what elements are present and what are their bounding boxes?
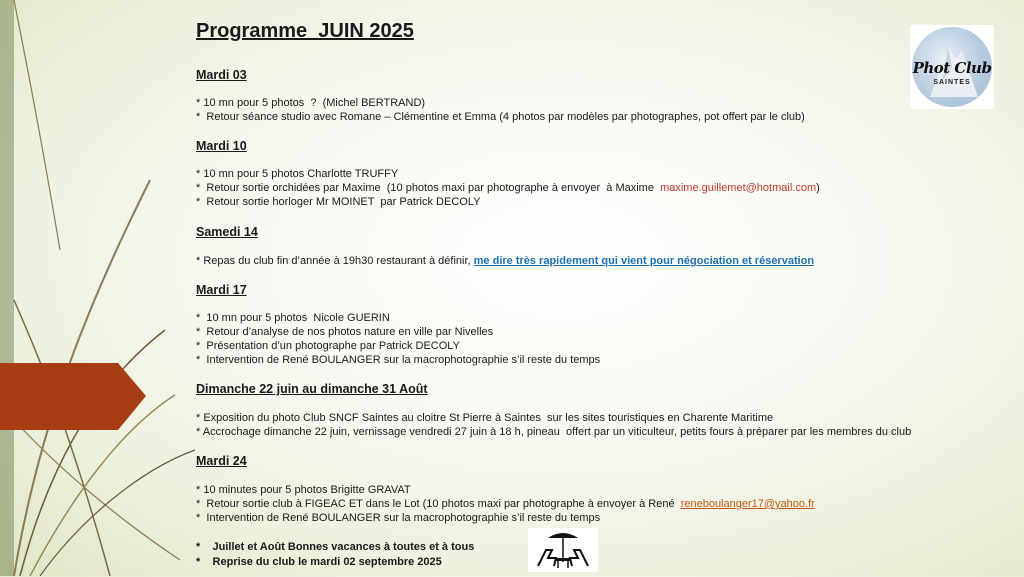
list-item: * 10 mn pour 5 photos Charlotte TRUFFY bbox=[196, 168, 399, 180]
section-heading: Samedi 14 bbox=[196, 225, 258, 239]
section-heading: Mardi 24 bbox=[196, 454, 247, 468]
list-item-text: * Retour sortie orchidées par Maxime (10 photos maxi par photographe à envoyer à Maxime bbox=[196, 182, 661, 194]
section-heading: Mardi 17 bbox=[196, 283, 247, 297]
list-item: * Présentation d’un photographe par Patrick DECOLY bbox=[196, 340, 460, 352]
closing-line: * Juillet et Août Bonnes vacances à toutes et à tous bbox=[196, 541, 475, 553]
list-item-suffix: ) bbox=[816, 182, 820, 194]
list-item bbox=[196, 181, 820, 195]
list-item: * 10 mn pour 5 photos Nicole GUERIN bbox=[196, 312, 390, 324]
section-heading: Mardi 03 bbox=[196, 68, 247, 82]
list-item-text: * Retour sortie club à FIGEAC ET dans le Lot (10 photos maxi par photographe à envoyer à René bbox=[196, 498, 681, 510]
photo-club-logo bbox=[910, 25, 994, 109]
list-item: * Accrochage dimanche 22 juin, vernissage vendredi 27 juin à 18 h, pineau offert par un viticulteur, petits fours à préparer par les membres du club bbox=[196, 426, 912, 438]
left-decoration bbox=[0, 0, 200, 576]
highlight-link[interactable]: me dire très rapidement qui vient pour négociation et réservation bbox=[473, 255, 815, 267]
list-item-text: * Repas du club fin d’année à 19h30 restaurant à définir, bbox=[196, 255, 474, 267]
list-item: * Intervention de René BOULANGER sur la macrophotographie s’il reste du temps bbox=[196, 354, 601, 366]
logo-subtitle: SAINTES bbox=[933, 79, 971, 86]
page-title: Programme JUIN 2025 bbox=[196, 20, 414, 42]
list-item: * 10 mn pour 5 photos ? (Michel BERTRAND) bbox=[196, 97, 426, 109]
arrow-shape bbox=[0, 363, 146, 430]
beach-chairs-image bbox=[528, 528, 598, 572]
email-link[interactable]: reneboulanger17@yahoo.fr bbox=[680, 498, 815, 510]
section-heading: Dimanche 22 juin au dimanche 31 Août bbox=[196, 382, 428, 396]
list-item bbox=[196, 497, 815, 511]
list-item: * Retour sortie horloger Mr MOINET par Patrick DECOLY bbox=[196, 196, 481, 208]
beach-umbrella-icon bbox=[528, 528, 598, 572]
list-item: * Exposition du photo Club SNCF Saintes au cloitre St Pierre à Saintes sur les sites touristiques en Charente Maritime bbox=[196, 412, 774, 424]
email-link[interactable]: maxime.guillemet@hotmail.com bbox=[660, 182, 817, 194]
list-item: * Retour d’analyse de nos photos nature en ville par Nivelles bbox=[196, 326, 494, 338]
list-item: * Retour séance studio avec Romane – Clémentine et Emma (4 photos par modèles par photographes, pot offert par le club) bbox=[196, 111, 805, 123]
section-heading: Mardi 10 bbox=[196, 139, 247, 153]
closing-line: * Reprise du club le mardi 02 septembre 2025 bbox=[196, 556, 442, 568]
logo-text: Phot Club bbox=[912, 59, 992, 77]
list-item: * Intervention de René BOULANGER sur la macrophotographie s’il reste du temps bbox=[196, 512, 601, 524]
list-item: * 10 minutes pour 5 photos Brigitte GRAVAT bbox=[196, 484, 411, 496]
list-item bbox=[196, 254, 814, 268]
